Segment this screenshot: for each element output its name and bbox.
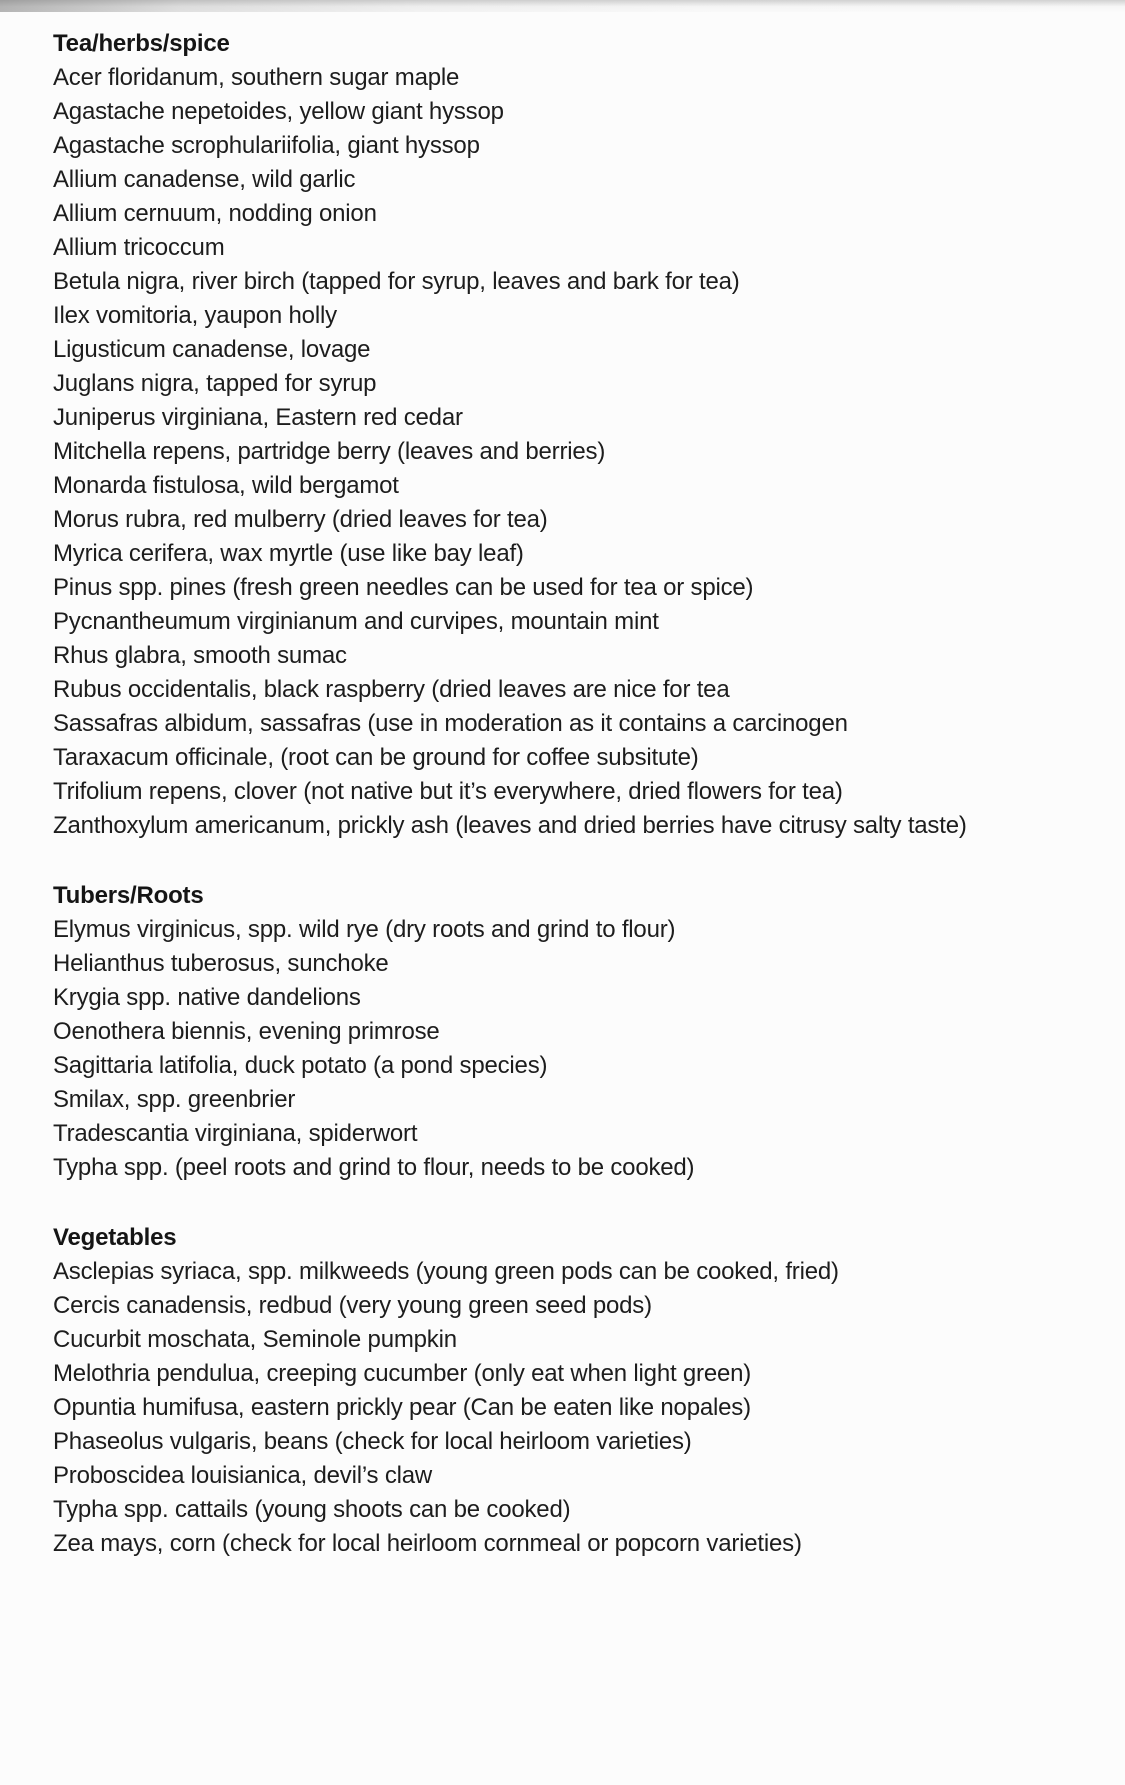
list-item: Morus rubra, red mulberry (dried leaves for tea) [53, 506, 548, 533]
list-item: Typha spp. cattails (young shoots can be cooked) [53, 1496, 571, 1523]
list-item: Oenothera biennis, evening primrose [53, 1018, 440, 1045]
list-item: Taraxacum officinale, (root can be ground for coffee subsitute) [53, 744, 699, 771]
list-item: Melothria pendulua, creeping cucumber (only eat when light green) [53, 1360, 752, 1387]
list-item: Rhus glabra, smooth sumac [53, 642, 347, 669]
section-tea-herbs-spice [53, 27, 1095, 843]
plant-list [53, 913, 1095, 1185]
section-heading: Tea/herbs/spice [53, 30, 230, 57]
list-item: Elymus virginicus, spp. wild rye (dry roots and grind to flour) [53, 916, 676, 943]
section-heading: Vegetables [53, 1224, 177, 1251]
list-item: Smilax, spp. greenbrier [53, 1086, 296, 1113]
list-item: Cercis canadensis, redbud (very young green seed pods) [53, 1292, 652, 1319]
list-item: Pycnantheumum virginianum and curvipes, mountain mint [53, 608, 659, 635]
list-item: Sagittaria latifolia, duck potato (a pond species) [53, 1052, 548, 1079]
list-item: Agastache scrophulariifolia, giant hyssop [53, 132, 480, 159]
list-item: Cucurbit moschata, Seminole pumpkin [53, 1326, 457, 1353]
list-item: Trifolium repens, clover (not native but it’s everywhere, dried flowers for tea) [53, 778, 843, 805]
section-tubers-roots [53, 879, 1095, 1185]
list-item: Juglans nigra, tapped for syrup [53, 370, 377, 397]
list-item: Allium canadense, wild garlic [53, 166, 356, 193]
list-item: Zanthoxylum americanum, prickly ash (leaves and dried berries have citrusy salty taste) [53, 812, 967, 839]
list-item: Typha spp. (peel roots and grind to flour, needs to be cooked) [53, 1154, 695, 1181]
list-item: Ligusticum canadense, lovage [53, 336, 371, 363]
plant-list [53, 61, 1095, 843]
list-item: Monarda fistulosa, wild bergamot [53, 472, 399, 499]
list-item: Tradescantia virginiana, spiderwort [53, 1120, 418, 1147]
list-item: Ilex vomitoria, yaupon holly [53, 302, 337, 329]
list-item: Agastache nepetoides, yellow giant hyssop [53, 98, 504, 125]
list-item: Mitchella repens, partridge berry (leaves and berries) [53, 438, 606, 465]
list-item: Allium cernuum, nodding onion [53, 200, 377, 227]
list-item: Opuntia humifusa, eastern prickly pear (Can be eaten like nopales) [53, 1394, 751, 1421]
list-item: Helianthus tuberosus, sunchoke [53, 950, 389, 977]
list-item: Krygia spp. native dandelions [53, 984, 361, 1011]
list-item: Sassafras albidum, sassafras (use in moderation as it contains a carcinogen [53, 710, 848, 737]
section-heading: Tubers/Roots [53, 882, 204, 909]
list-item: Acer floridanum, southern sugar maple [53, 64, 460, 91]
list-item: Zea mays, corn (check for local heirloom cornmeal or popcorn varieties) [53, 1530, 802, 1557]
list-item: Proboscidea louisianica, devil’s claw [53, 1462, 433, 1489]
section-vegetables [53, 1221, 1095, 1561]
list-item: Rubus occidentalis, black raspberry (dried leaves are nice for tea [53, 676, 730, 703]
list-item: Betula nigra, river birch (tapped for syrup, leaves and bark for tea) [53, 268, 740, 295]
plant-list [53, 1255, 1095, 1561]
list-item: Pinus spp. pines (fresh green needles can be used for tea or spice) [53, 574, 754, 601]
list-item: Allium tricoccum [53, 234, 225, 261]
list-item: Myrica cerifera, wax myrtle (use like bay leaf) [53, 540, 524, 567]
list-item: Juniperus virginiana, Eastern red cedar [53, 404, 463, 431]
list-item: Asclepias syriaca, spp. milkweeds (young green pods can be cooked, fried) [53, 1258, 839, 1285]
list-item: Phaseolus vulgaris, beans (check for local heirloom varieties) [53, 1428, 692, 1455]
